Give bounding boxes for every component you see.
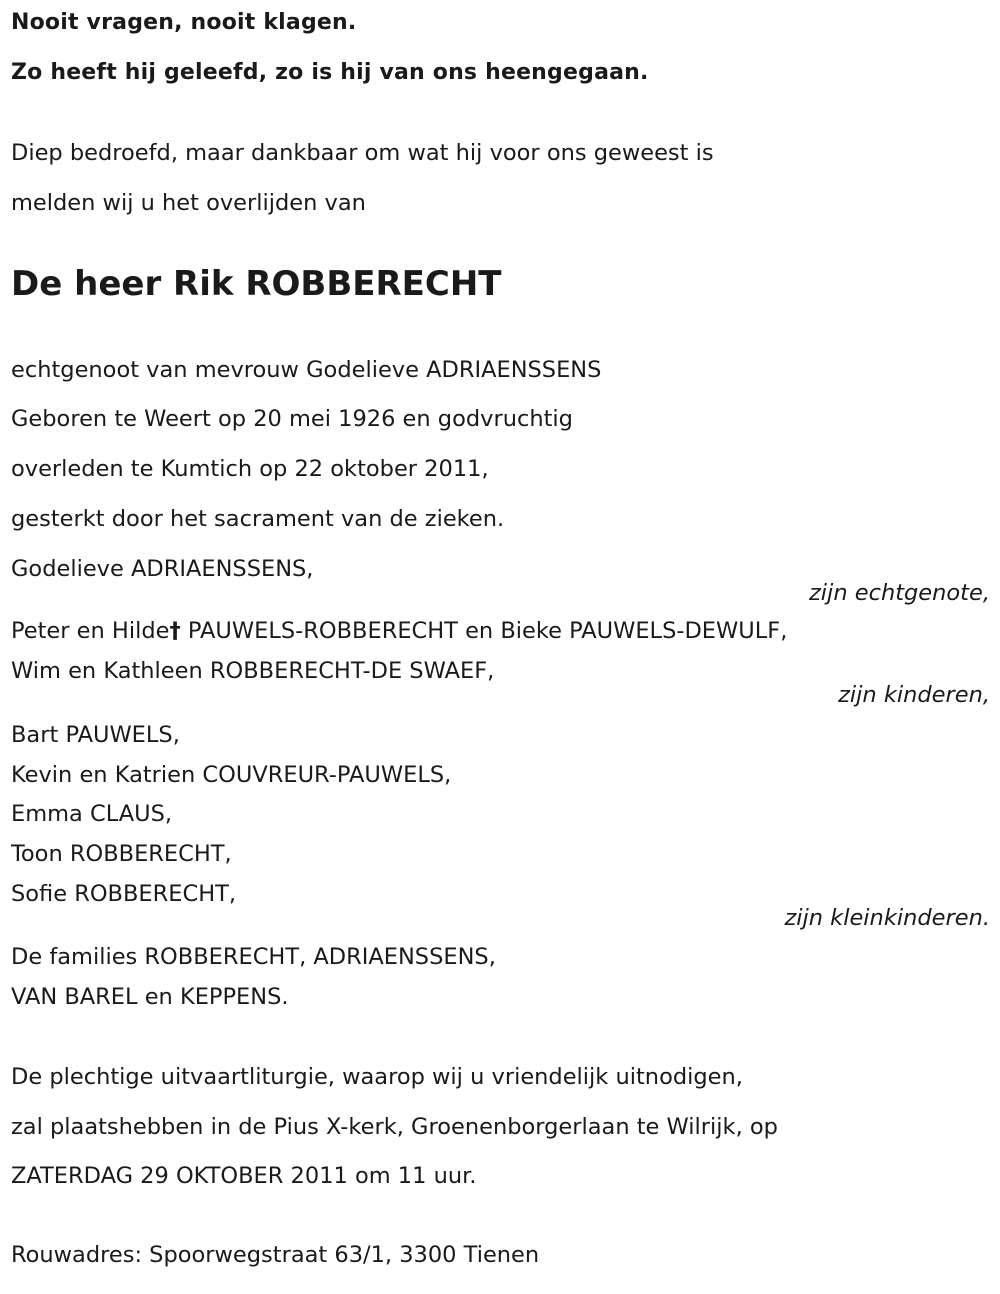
birth-line: Geboren te Weert op 20 mei 1926 en godvruchtig	[11, 406, 573, 432]
motto-line-1: Nooit vragen, nooit klagen.	[11, 10, 357, 35]
intro-line-2: melden wij u het overlijden van	[11, 190, 366, 216]
grandchild-4: Toon ROBBERECHT,	[11, 841, 232, 867]
children-line-1-end: PAUWELS-ROBBERECHT en Bieke PAUWELS-DEWULF,	[180, 618, 788, 644]
mourning-address: Rouwadres: Spoorwegstraat 63/1, 3300 Tienen	[11, 1242, 540, 1268]
funeral-line-3: ZATERDAG 29 OKTOBER 2011 om 11 uur.	[11, 1163, 477, 1189]
relation-children: zijn kinderen,	[838, 682, 990, 708]
grandchild-5: Sofie ROBBERECHT,	[11, 881, 237, 907]
grandchild-2: Kevin en Katrien COUVREUR-PAUWELS,	[11, 762, 452, 788]
funeral-line-2: zal plaatshebben in de Pius X-kerk, Groenenborgerlaan te Wilrijk, op	[11, 1114, 778, 1140]
families-line-2: VAN BAREL en KEPPENS.	[11, 984, 289, 1010]
grandchild-3: Emma CLAUS,	[11, 801, 173, 827]
funeral-line-1: De plechtige uitvaartliturgie, waarop wij u vriendelijk uitnodigen,	[11, 1064, 743, 1090]
children-line-1	[11, 618, 787, 644]
spouse-name: Godelieve ADRIAENSSENS,	[11, 556, 314, 582]
families-line-1: De families ROBBERECHT, ADRIAENSSENS,	[11, 944, 496, 970]
deceased-cross-icon: †	[169, 618, 181, 644]
relation-spouse: zijn echtgenote,	[809, 580, 990, 606]
death-line: overleden te Kumtich op 22 oktober 2011,	[11, 456, 489, 482]
grandchild-1: Bart PAUWELS,	[11, 722, 180, 748]
sacrament-line: gesterkt door het sacrament van de zieken.	[11, 506, 505, 532]
intro-line-1: Diep bedroefd, maar dankbaar om wat hij voor ons geweest is	[11, 140, 714, 166]
spouse-line: echtgenoot van mevrouw Godelieve ADRIAENSSENS	[11, 357, 602, 383]
children-line-2: Wim en Kathleen ROBBERECHT-DE SWAEF,	[11, 658, 495, 684]
motto-line-2: Zo heeft hij geleefd, zo is hij van ons heengegaan.	[11, 60, 649, 85]
deceased-name: De heer Rik ROBBERECHT	[11, 264, 502, 304]
relation-grandchildren: zijn kleinkinderen.	[784, 905, 990, 931]
children-line-1-start: Peter en Hilde	[11, 618, 170, 644]
